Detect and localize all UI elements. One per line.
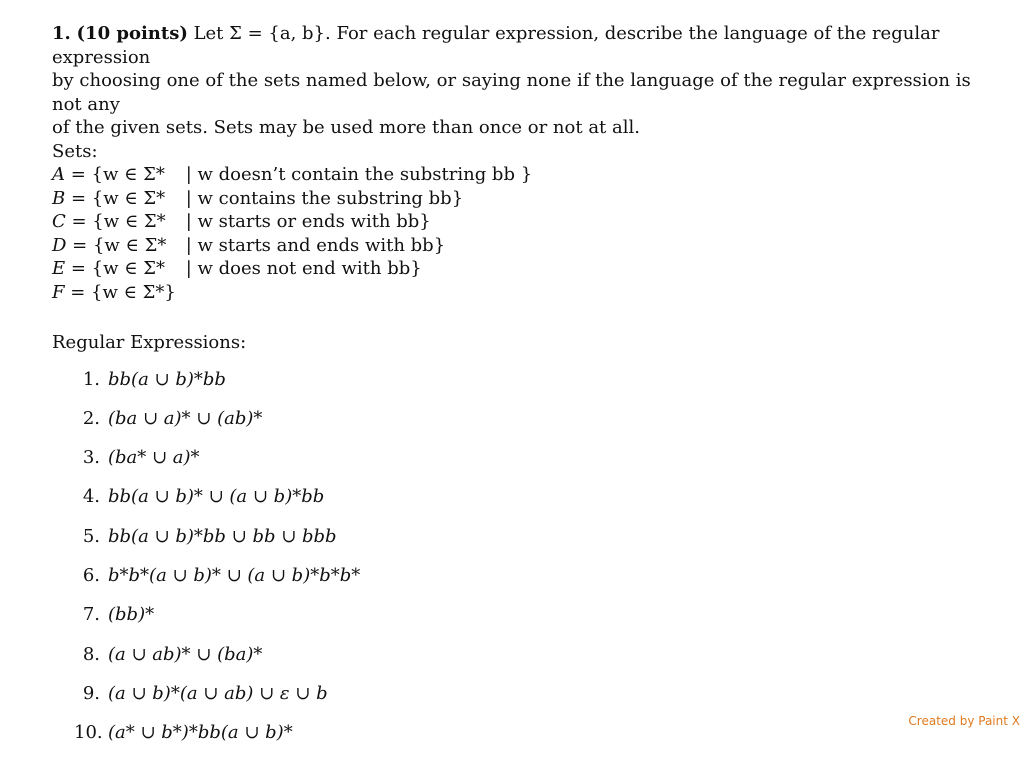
problem-statement <box>52 22 992 140</box>
problem-intro-line3: of the given sets. Sets may be used more than once or not at all. <box>52 117 640 138</box>
set-definition <box>52 210 992 234</box>
set-name: A <box>52 164 65 185</box>
set-name: C <box>52 211 66 232</box>
set-separator: | <box>180 235 198 256</box>
regex-heading: Regular Expressions: <box>52 331 992 355</box>
set-condition: w starts and ends with bb} <box>198 234 446 258</box>
set-separator: | <box>180 211 198 232</box>
sets-list <box>52 163 992 304</box>
item-number: 3. <box>74 447 100 486</box>
set-condition: w does not end with bb} <box>198 257 422 281</box>
regex-expression: (ba ∪ a)* ∪ (ab)* <box>108 408 262 447</box>
problem-points: (10 points) <box>77 23 188 44</box>
item-number: 1. <box>74 369 100 408</box>
list-item <box>74 526 992 565</box>
document-page <box>52 22 992 761</box>
list-item <box>74 565 992 604</box>
item-number: 7. <box>74 604 100 643</box>
list-item <box>74 447 992 486</box>
set-separator: | <box>180 164 198 185</box>
sets-heading: Sets: <box>52 140 992 164</box>
regex-expression: (a ∪ b)*(a ∪ ab) ∪ ε ∪ b <box>108 683 328 722</box>
list-item <box>74 644 992 683</box>
regex-expression: b*b*(a ∪ b)* ∪ (a ∪ b)*b*b* <box>108 565 360 604</box>
set-universe: = {w ∈ Σ* <box>65 164 165 185</box>
item-number: 10. <box>74 722 100 761</box>
list-item <box>74 604 992 643</box>
set-definition <box>52 163 992 187</box>
list-item <box>74 486 992 525</box>
item-number: 4. <box>74 486 100 525</box>
set-definition <box>52 257 992 281</box>
set-lhs <box>52 257 180 281</box>
list-item <box>74 369 992 408</box>
set-lhs <box>52 281 180 305</box>
set-universe: = {w ∈ Σ* <box>66 211 166 232</box>
set-name: B <box>52 188 65 209</box>
problem-number: 1. <box>52 23 71 44</box>
item-number: 8. <box>74 644 100 683</box>
set-name: D <box>52 235 66 256</box>
regex-list <box>52 369 992 761</box>
set-condition: w contains the substring bb} <box>198 187 464 211</box>
list-item <box>74 408 992 447</box>
set-definition <box>52 187 992 211</box>
item-number: 5. <box>74 526 100 565</box>
regex-expression: (a ∪ ab)* ∪ (ba)* <box>108 644 262 683</box>
regex-expression: (a* ∪ b*)*bb(a ∪ b)* <box>108 722 293 761</box>
set-condition: w starts or ends with bb} <box>198 210 431 234</box>
set-lhs <box>52 187 180 211</box>
set-definition <box>52 234 992 258</box>
item-number: 2. <box>74 408 100 447</box>
set-lhs <box>52 234 180 258</box>
regex-expression: bb(a ∪ b)* ∪ (a ∪ b)*bb <box>108 486 324 525</box>
item-number: 9. <box>74 683 100 722</box>
problem-intro-line2: by choosing one of the sets named below, or saying none if the language of the regular expression is not any <box>52 70 971 115</box>
set-definition <box>52 281 992 305</box>
set-universe: = {w ∈ Σ*} <box>65 282 176 303</box>
set-universe: = {w ∈ Σ* <box>66 235 166 256</box>
watermark: Created by Paint X <box>908 714 1020 728</box>
regex-expression: bb(a ∪ b)*bb ∪ bb ∪ bbb <box>108 526 337 565</box>
list-item <box>74 722 992 761</box>
regex-expression: (bb)* <box>108 604 154 643</box>
set-universe: = {w ∈ Σ* <box>65 188 165 209</box>
set-separator: | <box>180 258 198 279</box>
set-name: F <box>52 282 65 303</box>
regex-expression: bb(a ∪ b)*bb <box>108 369 226 408</box>
set-universe: = {w ∈ Σ* <box>65 258 165 279</box>
set-name: E <box>52 258 65 279</box>
regex-expression: (ba* ∪ a)* <box>108 447 200 486</box>
item-number: 6. <box>74 565 100 604</box>
list-item <box>74 683 992 722</box>
set-lhs <box>52 163 180 187</box>
set-lhs <box>52 210 180 234</box>
set-separator: | <box>180 188 198 209</box>
set-condition: w doesn’t contain the substring bb } <box>198 163 533 187</box>
problem-intro-line1: Let Σ = {a, b}. For each regular expression, describe the language of the regular expression <box>52 23 939 68</box>
